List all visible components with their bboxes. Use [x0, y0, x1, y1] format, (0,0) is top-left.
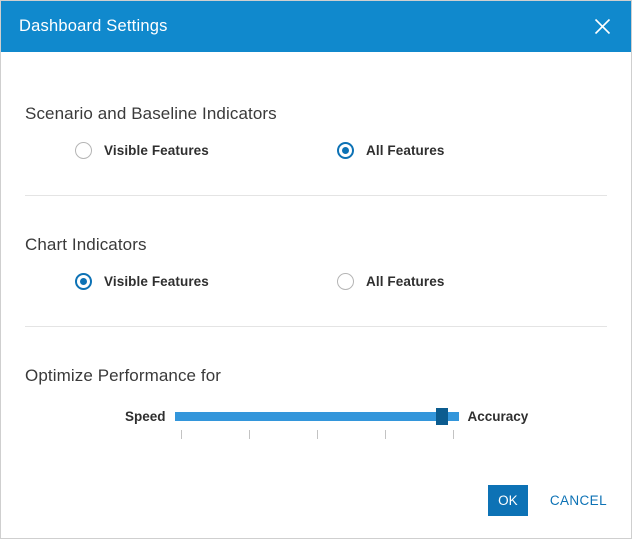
radio-icon-checked[interactable]	[75, 273, 92, 290]
slider-tick	[249, 430, 250, 439]
dialog-footer	[488, 485, 607, 516]
radio-label: Visible Features	[104, 274, 209, 289]
radio-option-visible-features[interactable]	[75, 273, 337, 290]
dialog-title: Dashboard Settings	[19, 17, 168, 35]
close-icon[interactable]	[589, 14, 615, 40]
performance-slider-row	[25, 408, 607, 425]
section-optimize-performance	[25, 327, 607, 425]
radio-label: Visible Features	[104, 143, 209, 158]
section-scenario-baseline-indicators	[25, 52, 607, 159]
radio-label: All Features	[366, 274, 445, 289]
slider-tick	[453, 430, 454, 439]
slider-handle[interactable]	[436, 408, 448, 425]
radio-option-visible-features[interactable]	[75, 142, 337, 159]
section-title: Chart Indicators	[25, 235, 147, 254]
slider-label-accuracy: Accuracy	[467, 409, 529, 424]
radio-option-all-features[interactable]	[337, 273, 444, 290]
slider-tick	[385, 430, 386, 439]
radio-option-all-features[interactable]	[337, 142, 444, 159]
radio-group-chart-indicators	[25, 273, 607, 290]
cancel-button[interactable]: CANCEL	[549, 493, 607, 508]
section-title: Scenario and Baseline Indicators	[25, 104, 277, 123]
slider-ticks	[175, 430, 459, 439]
section-title: Optimize Performance for	[25, 366, 222, 385]
section-chart-indicators	[25, 196, 607, 290]
radio-icon-checked[interactable]	[337, 142, 354, 159]
radio-icon-unchecked[interactable]	[337, 273, 354, 290]
slider-track[interactable]	[175, 412, 459, 421]
slider-label-speed: Speed	[125, 409, 166, 424]
radio-group-scenario-baseline	[25, 142, 607, 159]
radio-label: All Features	[366, 143, 445, 158]
dialog-body	[1, 52, 631, 538]
slider-tick	[317, 430, 318, 439]
ok-button[interactable]: OK	[488, 485, 528, 516]
dialog-titlebar	[1, 1, 631, 52]
slider-tick	[181, 430, 182, 439]
radio-icon-unchecked[interactable]	[75, 142, 92, 159]
